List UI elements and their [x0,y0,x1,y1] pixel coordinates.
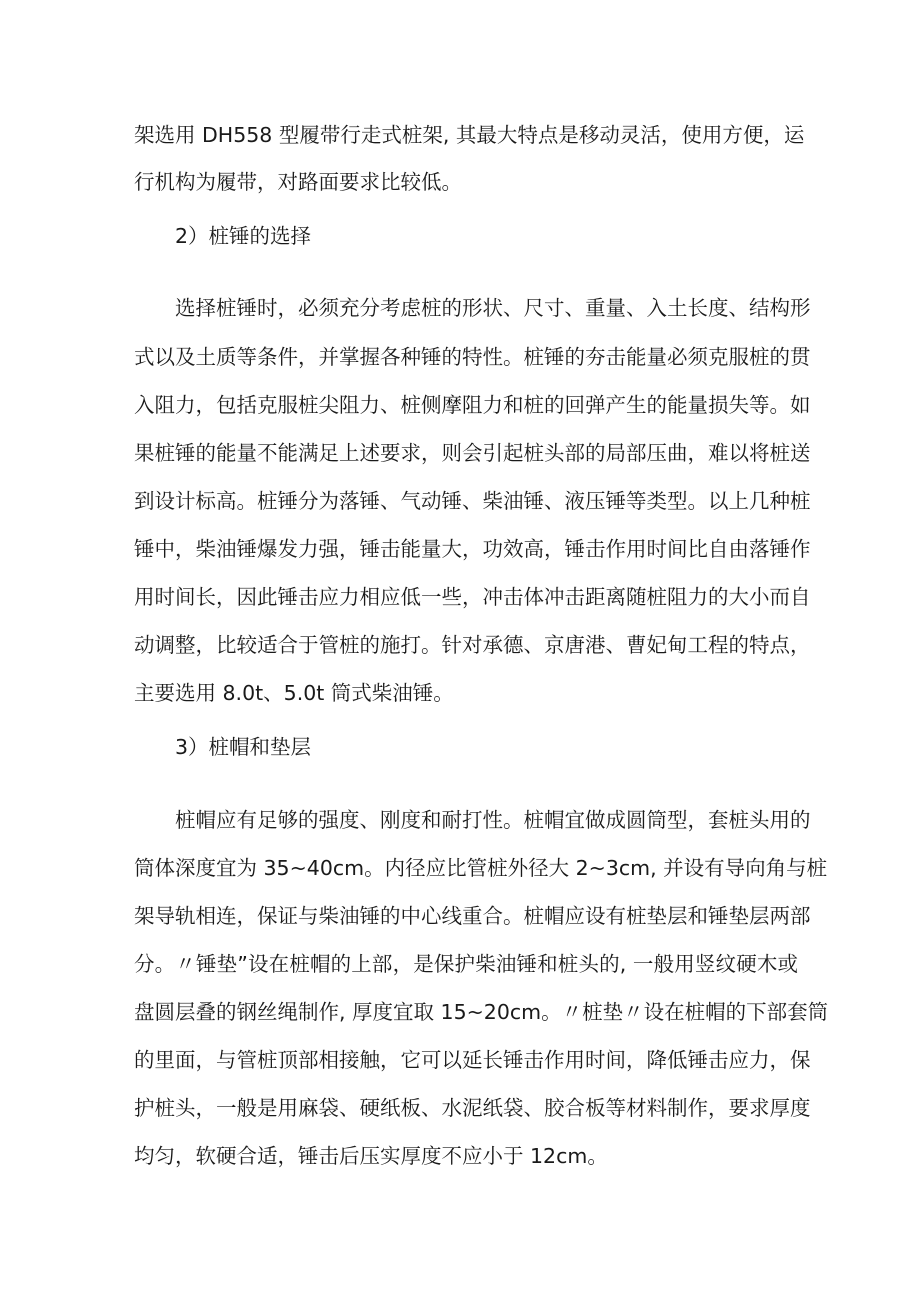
text-line: 桩帽应有足够的强度、刚度和耐打性。桩帽宜做成圆筒型，套桩头用的 [175,808,811,832]
text-line: 的里面，与管桩顶部相接触，它可以延长锤击作用时间，降低锤击应力，保 [134,1048,811,1072]
section-heading-3: 3）桩帽和垫层 [175,735,312,759]
text-line: 架导轨相连，保证与柴油锤的中心线重合。桩帽应设有桩垫层和锤垫层两部 [134,904,811,928]
text-line: 分。〃锤垫”设在桩帽的上部，是保护柴油锤和桩头的, 一般用竖纹硬木或 [134,952,798,976]
text-line: 均匀，软硬合适，锤击后压实厚度不应小于 12cm。 [134,1144,608,1168]
text-line: 选择桩锤时，必须充分考虑桩的形状、尺寸、重量、入土长度、结构形 [175,296,811,320]
text-line: 果桩锤的能量不能满足上述要求，则会引起桩头部的局部压曲，难以将桩送 [134,441,811,465]
text-line: 到设计标高。桩锤分为落锤、气动锤、柴油锤、液压锤等类型。以上几种桩 [134,489,811,513]
text-line: 锤中，柴油锤爆发力强，锤击能量大，功效高，锤击作用时间比自由落锤作 [134,537,811,561]
text-line: 入阻力，包括克服桩尖阻力、桩侧摩阻力和桩的回弹产生的能量损失等。如 [134,393,811,417]
text-line: 用时间长，因此锤击应力相应低一些，冲击体冲击距离随桩阻力的大小而自 [134,585,811,609]
text-line: 护桩头，一般是用麻袋、硬纸板、水泥纸袋、胶合板等材料制作，要求厚度 [134,1096,811,1120]
text-line: 筒体深度宜为 35~40cm。内径应比管桩外径大 2~3cm, 并设有导向角与桩 [134,856,828,880]
section-heading-2: 2）桩锤的选择 [175,224,312,248]
text-line: 主要选用 8.0t、5.0t 筒式柴油锤。 [134,681,454,705]
text-line: 行机构为履带，对路面要求比较低。 [134,170,462,194]
text-line: 架选用 DH558 型履带行走式桩架, 其最大特点是移动灵活，使用方便，运 [134,123,805,147]
text-line: 式以及土质等条件，并掌握各种锤的特性。桩锤的夯击能量必须克服桩的贯 [134,345,811,369]
text-line: 动调整，比较适合于管桩的施打。针对承德、京唐港、曹妃甸工程的特点， [134,633,811,657]
text-line: 盘圆层叠的钢丝绳制作, 厚度宜取 15~20cm。〃桩垫〃设在桩帽的下部套筒 [134,1000,829,1024]
